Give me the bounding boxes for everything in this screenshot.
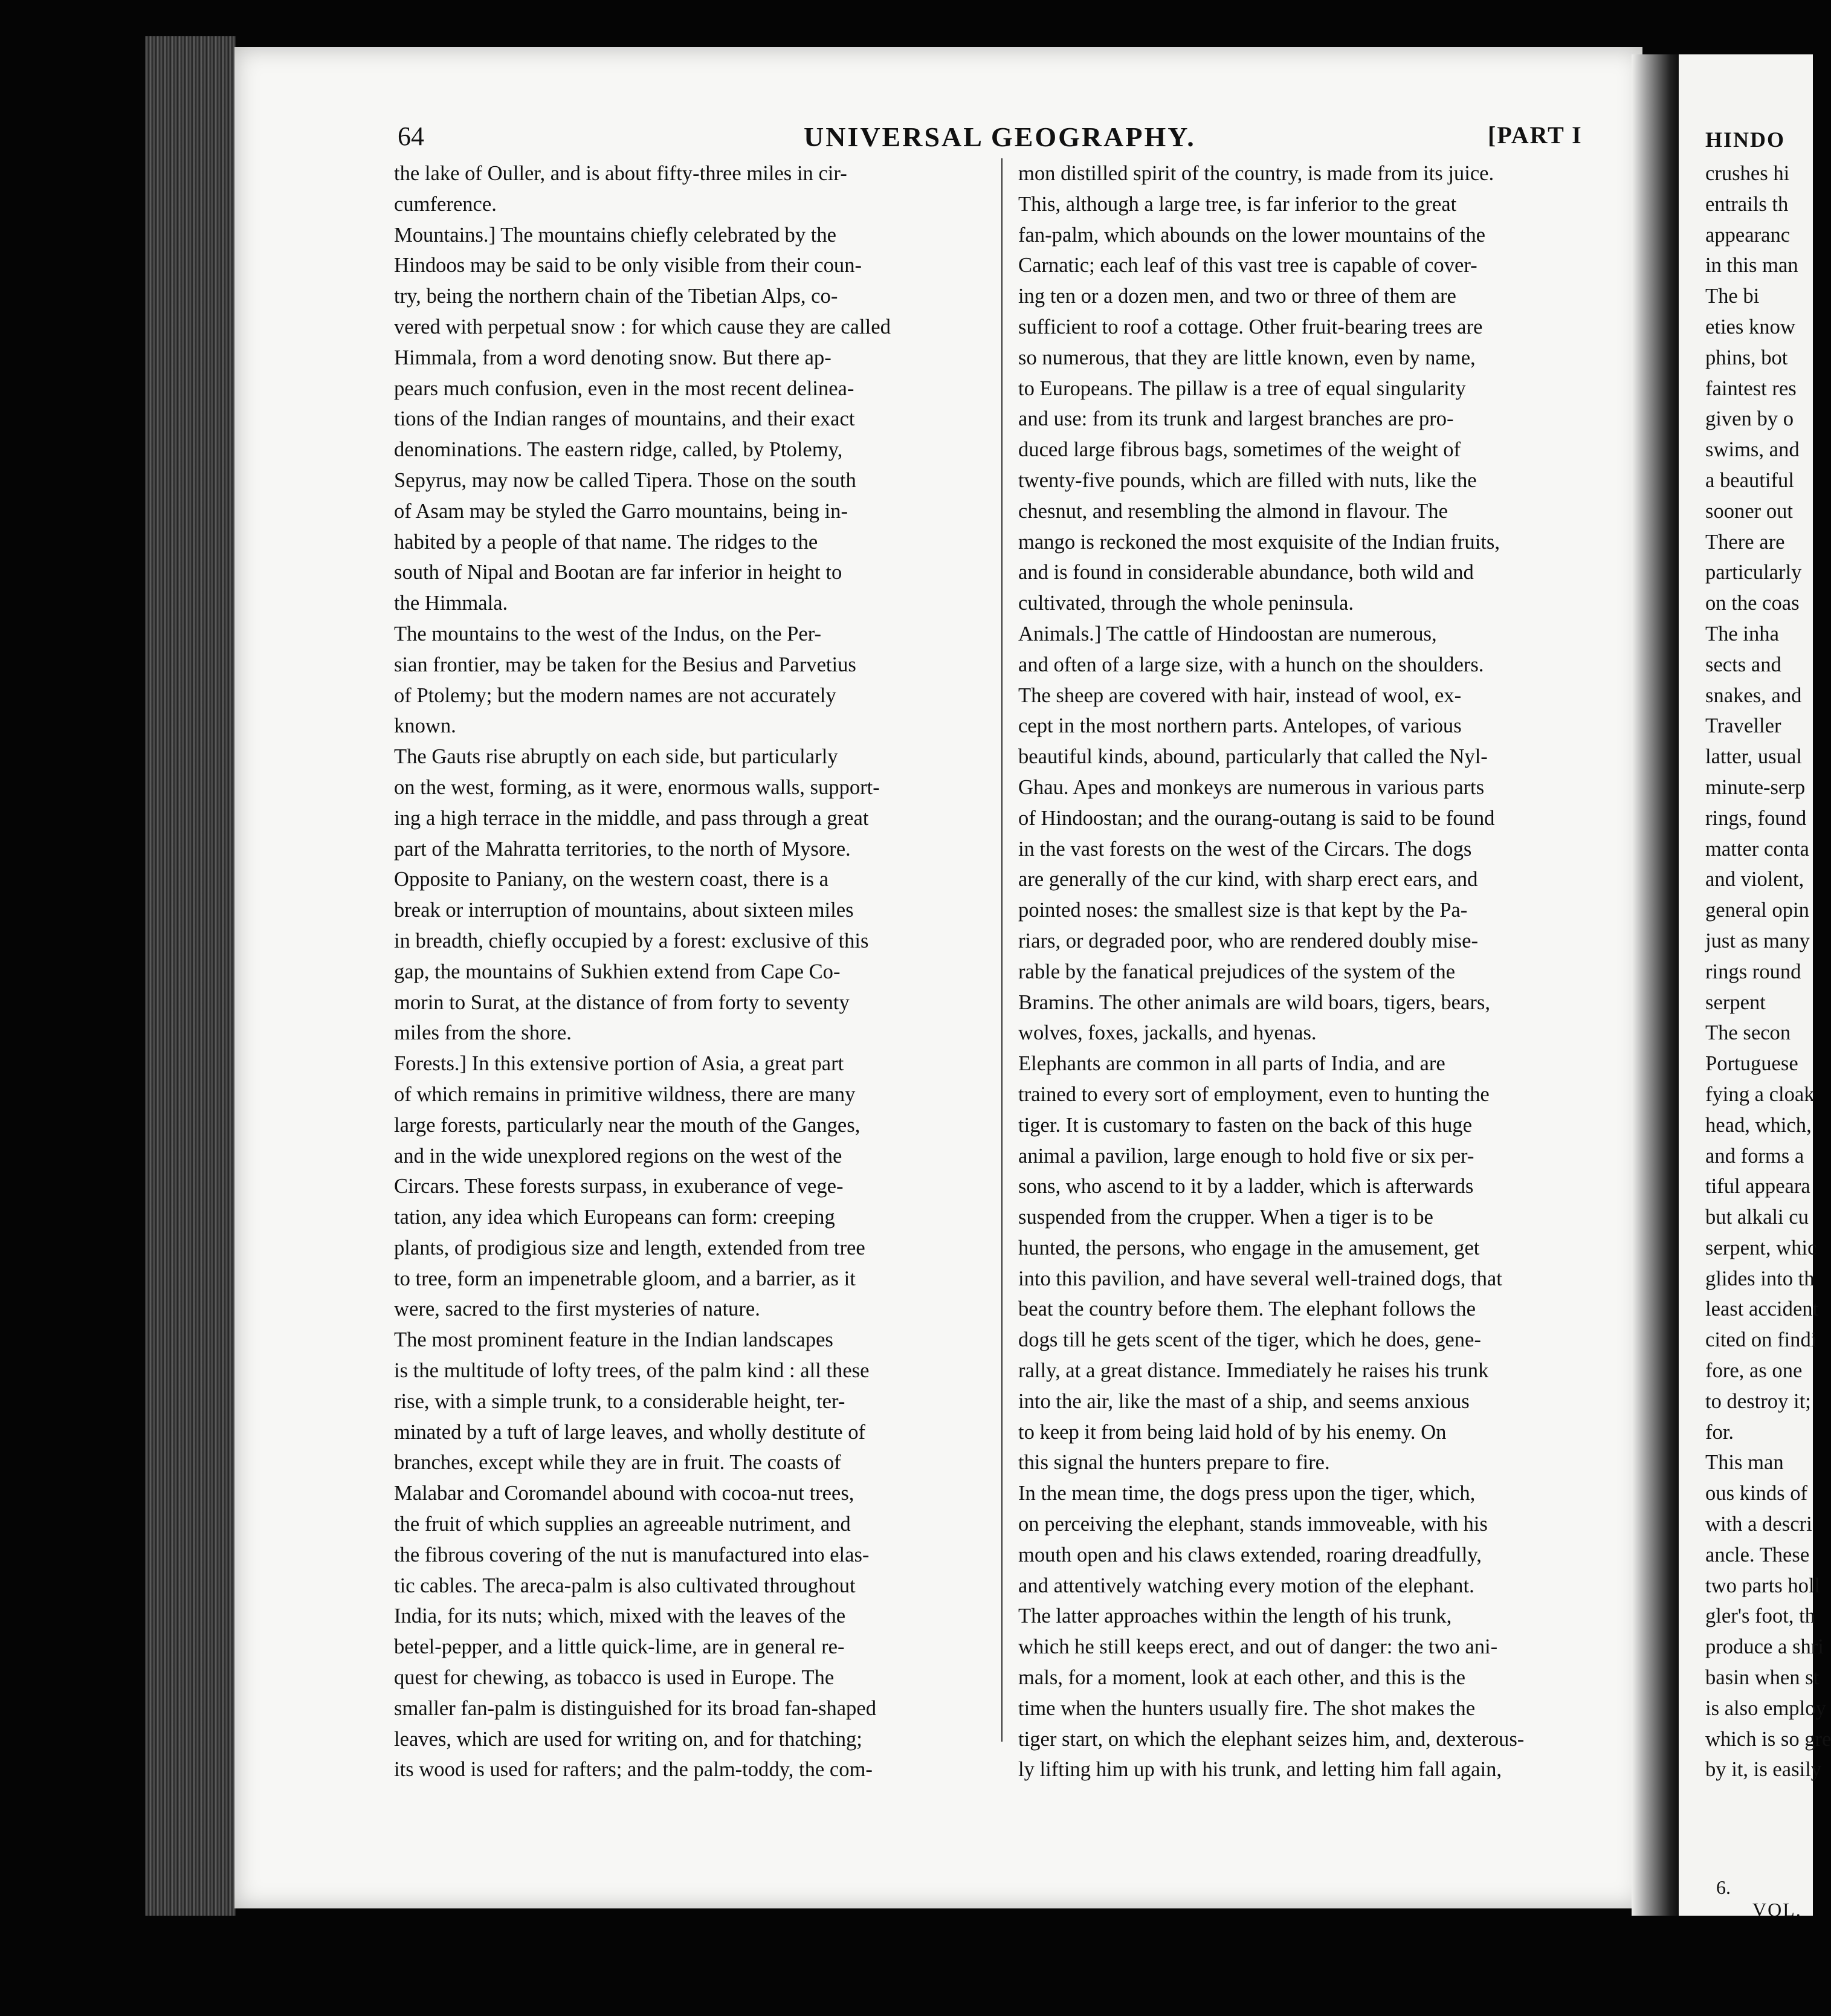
text-line: rings, found: [1705, 806, 1807, 830]
text-line: wolves, foxes, jackalls, and hyenas.: [1018, 1021, 1317, 1045]
text-line: quest for chewing, as tobacco is used in Europe. The: [394, 1666, 835, 1690]
text-line: morin to Surat, at the distance of from forty to seventy: [394, 990, 850, 1014]
text-line: this signal the hunters prepare to fire.: [1018, 1451, 1330, 1475]
text-line: on the coas: [1705, 592, 1800, 615]
volume-mark: VOL.: [1752, 1899, 1802, 1921]
text-line: Carnatic; each leaf of this vast tree is capable of cover-: [1018, 254, 1477, 277]
text-line: time when the hunters usually fire. The shot makes the: [1018, 1696, 1476, 1720]
section-mark: [PART I: [1488, 121, 1583, 149]
text-line: glides into th: [1705, 1267, 1815, 1290]
text-line: are generally of the cur kind, with sharp erect ears, and: [1018, 868, 1478, 891]
text-line: sooner out: [1705, 499, 1794, 523]
text-line: basin when st: [1705, 1666, 1820, 1690]
text-line: appearanc: [1705, 223, 1791, 247]
text-line: dogs till he gets scent of the tiger, which he does, gene-: [1018, 1328, 1481, 1352]
text-line: in the vast forests on the west of the Circars. The dogs: [1018, 837, 1472, 861]
text-line: rally, at a great distance. Immediately he raises his trunk: [1018, 1359, 1489, 1383]
text-line: two parts holl: [1705, 1574, 1821, 1597]
text-line: just as many: [1705, 929, 1810, 952]
text-line: fore, as one: [1705, 1359, 1803, 1383]
text-line: Malabar and Coromandel abound with cocoa-nut trees,: [394, 1482, 854, 1505]
text-line: mango is reckoned the most exquisite of the Indian fruits,: [1018, 530, 1500, 554]
text-line: betel-pepper, and a little quick-lime, are in general re-: [394, 1635, 845, 1659]
text-line: This man: [1705, 1451, 1784, 1475]
text-line: branches, except while they are in fruit. The coasts of: [394, 1451, 841, 1475]
text-line: There are: [1705, 530, 1785, 554]
text-line: serpent: [1705, 990, 1766, 1014]
text-line: minute-serp: [1705, 775, 1806, 799]
text-line: duced large fibrous bags, sometimes of the weight of: [1018, 438, 1461, 462]
signature-mark: 6.: [1716, 1876, 1731, 1898]
text-line: habited by a people of that name. The ridges to the: [394, 530, 818, 554]
text-line: and is found in considerable abundance, both wild and: [1018, 561, 1474, 584]
text-line: pears much confusion, even in the most recent delinea-: [394, 376, 854, 400]
text-line: so numerous, that they are little known, even by name,: [1018, 346, 1476, 369]
text-line: Sepyrus, may now be called Tipera. Those on the south: [394, 468, 856, 492]
text-line: sian frontier, may be taken for the Besius and Parvetius: [394, 653, 856, 676]
adjacent-page-column: [1705, 158, 1831, 1785]
text-line: of which remains in primitive wildness, there are many: [394, 1082, 856, 1106]
text-line: The bi: [1705, 285, 1760, 308]
text-line: mon distilled spirit of the country, is made from its juice.: [1018, 162, 1494, 185]
text-line: sufficient to roof a cottage. Other fruit-bearing trees are: [1018, 315, 1483, 338]
text-line: with a descri: [1705, 1513, 1812, 1536]
text-line: which he still keeps erect, and out of danger: the two ani-: [1018, 1635, 1498, 1659]
text-line: part of the Mahratta territories, to the north of Mysore.: [394, 837, 851, 861]
text-line: and attentively watching every motion of the elephant.: [1018, 1574, 1474, 1597]
text-line: known.: [394, 714, 456, 738]
text-line: latter, usual: [1705, 745, 1802, 769]
text-line: rise, with a simple trunk, to a considerable height, ter-: [394, 1389, 845, 1413]
text-line: the fibrous covering of the nut is manufactured into elas-: [394, 1543, 870, 1566]
text-line: beautiful kinds, abound, particularly that called the Nyl-: [1018, 745, 1488, 769]
adjacent-page-footer: [1716, 1876, 1813, 1921]
text-line: The mountains to the west of the Indus, on the Per-: [394, 622, 822, 645]
text-line: Forests.] In this extensive portion of Asia, a great part: [394, 1052, 844, 1076]
text-line: least accident: [1705, 1297, 1819, 1321]
text-line: This, although a large tree, is far inferior to the great: [1018, 192, 1457, 216]
text-line: Animals.] The cattle of Hindoostan are numerous,: [1018, 622, 1437, 645]
text-line: gler's foot, th: [1705, 1604, 1815, 1628]
text-line: try, being the northern chain of the Tibetian Alps, co-: [394, 285, 838, 308]
text-line: to tree, form an impenetrable gloom, and a barrier, as it: [394, 1267, 856, 1290]
adjacent-page-header: HINDO: [1705, 128, 1786, 152]
text-line: ing ten or a dozen men, and two or three of them are: [1018, 285, 1456, 308]
text-line: to keep it from being laid hold of by his enemy. On: [1018, 1420, 1447, 1444]
text-line: rable by the fanatical prejudices of the system of the: [1018, 960, 1455, 983]
text-line: minated by a tuft of large leaves, and wholly destitute of: [394, 1420, 866, 1444]
text-line: beat the country before them. The elephant follows the: [1018, 1297, 1476, 1321]
text-line: and use: from its trunk and largest branches are pro-: [1018, 407, 1454, 431]
text-line: and forms a: [1705, 1144, 1804, 1168]
text-line: to Europeans. The pillaw is a tree of equal singularity: [1018, 376, 1466, 400]
text-line: ous kinds of: [1705, 1482, 1808, 1505]
book-spine: [145, 36, 236, 1916]
text-line: the lake of Ouller, and is about fifty-three miles in cir-: [394, 162, 847, 185]
text-line: and often of a large size, with a hunch on the shoulders.: [1018, 653, 1484, 676]
text-line: Hindoos may be said to be only visible from their coun-: [394, 254, 862, 277]
text-line: given by o: [1705, 407, 1794, 431]
text-line: Opposite to Paniany, on the western coast, there is a: [394, 868, 828, 891]
text-line: but alkali cu: [1705, 1206, 1809, 1229]
text-line: The most prominent feature in the Indian landscapes: [394, 1328, 833, 1352]
text-line: on the west, forming, as it were, enormous walls, support-: [394, 775, 880, 799]
text-line: into the air, like the mast of a ship, and seems anxious: [1018, 1389, 1470, 1413]
text-line: were, sacred to the first mysteries of nature.: [394, 1297, 760, 1321]
text-line: trained to every sort of employment, even to hunting the: [1018, 1082, 1490, 1106]
text-line: head, which,: [1705, 1113, 1812, 1137]
text-line: mouth open and his claws extended, roaring dreadfully,: [1018, 1543, 1482, 1566]
text-line: The secon: [1705, 1021, 1791, 1045]
text-line: In the mean time, the dogs press upon the tiger, which,: [1018, 1482, 1476, 1505]
text-line: of Ptolemy; but the modern names are not accurately: [394, 683, 836, 707]
text-line: cultivated, through the whole peninsula.: [1018, 592, 1354, 615]
text-line: gap, the mountains of Sukhien extend from Cape Co-: [394, 960, 841, 983]
text-line: entrails th: [1705, 192, 1789, 216]
text-line: smaller fan-palm is distinguished for its broad fan-shaped: [394, 1696, 876, 1720]
text-line: tions of the Indian ranges of mountains, and their exact: [394, 407, 855, 431]
text-line: phins, bot: [1705, 346, 1788, 369]
text-line: is also employ: [1705, 1696, 1826, 1720]
text-line: riars, or degraded poor, who are rendered doubly mise-: [1018, 929, 1478, 952]
text-line: Portuguese: [1705, 1052, 1798, 1076]
text-line: Traveller: [1705, 714, 1781, 738]
text-line: swims, and: [1705, 438, 1800, 462]
text-line: in breadth, chiefly occupied by a forest: exclusive of this: [394, 929, 869, 952]
text-line: rings round: [1705, 960, 1801, 983]
text-line: Elephants are common in all parts of India, and are: [1018, 1052, 1445, 1076]
text-line: south of Nipal and Bootan are far inferior in height to: [394, 561, 842, 584]
text-line: Himmala, from a word denoting snow. But there ap-: [394, 346, 832, 369]
text-line: by it, is easily: [1705, 1758, 1822, 1782]
text-line: for.: [1705, 1420, 1734, 1444]
text-line: crushes hi: [1705, 162, 1790, 185]
text-line: The inha: [1705, 622, 1779, 645]
text-line: vered with perpetual snow : for which cause they are called: [394, 315, 891, 338]
right-text-column: [1018, 158, 1616, 1785]
text-line: The latter approaches within the length of his trunk,: [1018, 1604, 1452, 1628]
text-line: Ghau. Apes and monkeys are numerous in various parts: [1018, 775, 1485, 799]
text-line: denominations. The eastern ridge, called, by Ptolemy,: [394, 438, 843, 462]
text-line: fan-palm, which abounds on the lower mountains of the: [1018, 223, 1486, 247]
text-line: Circars. These forests surpass, in exuberance of vege-: [394, 1175, 844, 1198]
text-line: tation, any idea which Europeans can form: creeping: [394, 1206, 835, 1229]
text-line: snakes, and: [1705, 683, 1802, 707]
text-line: break or interruption of mountains, about sixteen miles: [394, 899, 854, 922]
text-line: large forests, particularly near the mouth of the Ganges,: [394, 1113, 861, 1137]
text-line: the fruit of which supplies an agreeable nutriment, and: [394, 1513, 851, 1536]
page-number: 64: [398, 121, 424, 151]
text-line: pointed noses: the smallest size is that kept by the Pa-: [1018, 899, 1468, 922]
text-line: plants, of prodigious size and length, extended from tree: [394, 1236, 865, 1259]
text-line: ancle. These: [1705, 1543, 1810, 1566]
text-line: of Hindoostan; and the ourang-outang is said to be found: [1018, 806, 1495, 830]
text-line: ing a high terrace in the middle, and pass through a great: [394, 806, 869, 830]
text-line: fying a cloak: [1705, 1082, 1815, 1106]
text-line: hunted, the persons, who engage in the amusement, get: [1018, 1236, 1480, 1259]
text-line: faintest res: [1705, 376, 1797, 400]
text-line: the Himmala.: [394, 592, 508, 615]
text-line: of Asam may be styled the Garro mountains, being in-: [394, 499, 848, 523]
text-line: suspended from the crupper. When a tiger is to be: [1018, 1206, 1433, 1229]
text-line: Mountains.] The mountains chiefly celebrated by the: [394, 223, 837, 247]
text-line: eties know: [1705, 315, 1795, 338]
running-title: UNIVERSAL GEOGRAPHY.: [804, 121, 1196, 152]
text-line: produce a shri: [1705, 1635, 1824, 1659]
text-line: tiful appeara: [1705, 1175, 1810, 1198]
text-line: tiger start, on which the elephant seizes him, and, dexterous-: [1018, 1727, 1525, 1751]
text-line: and violent,: [1705, 868, 1804, 891]
text-line: Bramins. The other animals are wild boars, tigers, bears,: [1018, 990, 1490, 1014]
page-gutter: [1632, 54, 1683, 1916]
text-line: miles from the shore.: [394, 1021, 572, 1045]
text-line: animal a pavilion, large enough to hold five or six per-: [1018, 1144, 1474, 1168]
text-line: in this man: [1705, 254, 1798, 277]
text-line: sects and: [1705, 653, 1781, 676]
text-line: leaves, which are used for writing on, and for thatching;: [394, 1727, 862, 1751]
text-line: its wood is used for rafters; and the palm-toddy, the com-: [394, 1758, 873, 1782]
text-line: and in the wide unexplored regions on the west of the: [394, 1144, 842, 1168]
text-line: twenty-five pounds, which are filled with nuts, like the: [1018, 468, 1477, 492]
text-line: on perceiving the elephant, stands immoveable, with his: [1018, 1513, 1488, 1536]
text-line: tiger. It is customary to fasten on the back of this huge: [1018, 1113, 1472, 1137]
text-line: particularly: [1705, 561, 1802, 584]
column-divider: [1001, 158, 1003, 1742]
text-line: The Gauts rise abruptly on each side, but particularly: [394, 745, 838, 769]
text-line: tic cables. The areca-palm is also cultivated throughout: [394, 1574, 856, 1597]
text-line: to destroy it;: [1705, 1389, 1811, 1413]
text-line: serpent, whic: [1705, 1236, 1817, 1259]
text-line: general opin: [1705, 899, 1809, 922]
text-line: is the multitude of lofty trees, of the palm kind : all these: [394, 1359, 870, 1383]
text-line: India, for its nuts; which, mixed with the leaves of the: [394, 1604, 846, 1628]
text-line: cumference.: [394, 192, 497, 216]
text-line: chesnut, and resembling the almond in flavour. The: [1018, 499, 1448, 523]
text-line: which is so gre: [1705, 1727, 1831, 1751]
text-line: The sheep are covered with hair, instead of wool, ex-: [1018, 683, 1462, 707]
text-line: matter conta: [1705, 837, 1809, 861]
text-line: sons, who ascend to it by a ladder, which is afterwards: [1018, 1175, 1474, 1198]
text-line: ly lifting him up with his trunk, and letting him fall again,: [1018, 1758, 1502, 1782]
left-text-column: [394, 158, 992, 1785]
text-line: mals, for a moment, look at each other, and this is the: [1018, 1666, 1465, 1690]
text-line: cept in the most northern parts. Antelopes, of various: [1018, 714, 1462, 738]
text-line: a beautiful: [1705, 468, 1794, 492]
text-line: into this pavilion, and have several well-trained dogs, that: [1018, 1267, 1502, 1290]
text-line: cited on findi: [1705, 1328, 1817, 1352]
